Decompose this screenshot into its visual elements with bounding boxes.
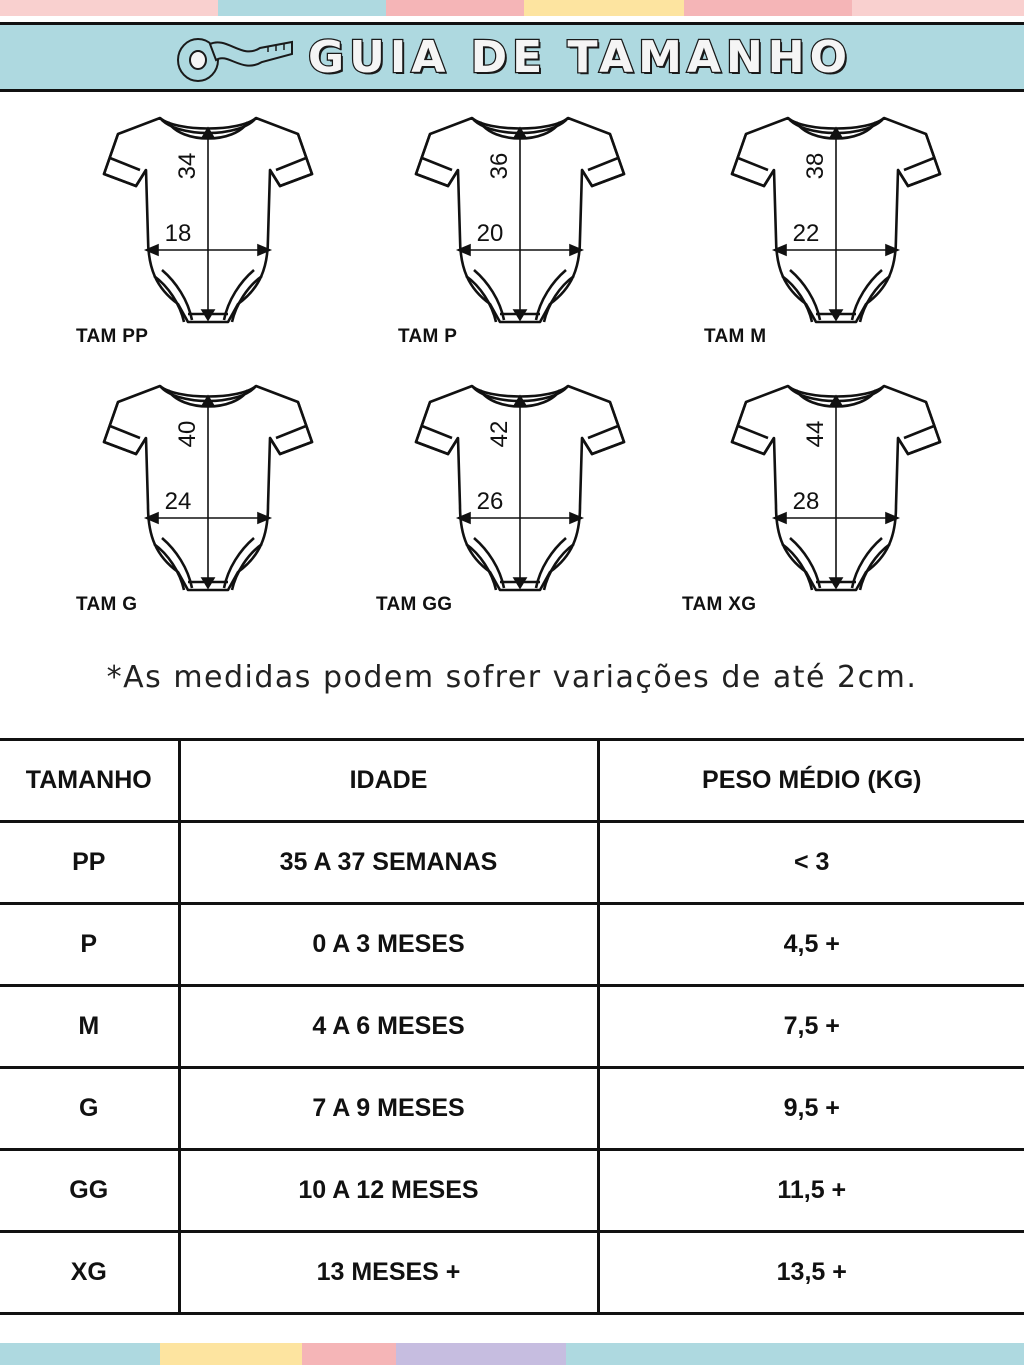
size-cell: P [0, 904, 179, 986]
length-measurement: 44 [802, 420, 829, 448]
bodysuit-icon [88, 108, 328, 348]
bodysuit-icon [400, 376, 640, 616]
bodysuit-size-label: TAM M [704, 326, 767, 347]
bodysuit-size-label: TAM G [76, 594, 138, 615]
length-measurement: 36 [486, 152, 513, 180]
age-cell: 4 A 6 MESES [179, 986, 598, 1068]
weight-cell: 9,5 + [598, 1068, 1024, 1150]
weight-cell: < 3 [598, 822, 1024, 904]
measuring-tape-icon [172, 30, 294, 84]
age-cell: 0 A 3 MESES [179, 904, 598, 986]
bodysuit-size-label: TAM P [398, 326, 458, 347]
table-row [0, 822, 1024, 904]
bodysuit-diagram [400, 108, 640, 348]
width-measurement: 20 [476, 220, 504, 247]
bottom-color-stripe [0, 1343, 1024, 1365]
column-header-size: TAMANHO [0, 740, 179, 822]
measurement-note: *As medidas podem sofrer variações de até 2cm. [106, 660, 918, 695]
table-row [0, 1150, 1024, 1232]
table-row [0, 1068, 1024, 1150]
bodysuit-diagram [400, 376, 640, 616]
top-color-stripe [0, 0, 1024, 16]
age-cell: 35 A 37 SEMANAS [179, 822, 598, 904]
weight-cell: 7,5 + [598, 986, 1024, 1068]
bodysuit-icon [716, 376, 956, 616]
length-measurement: 40 [174, 420, 201, 448]
size-cell: GG [0, 1150, 179, 1232]
size-cell: XG [0, 1232, 179, 1314]
width-measurement: 18 [164, 220, 192, 247]
weight-cell: 11,5 + [598, 1150, 1024, 1232]
width-measurement: 28 [792, 488, 820, 515]
length-measurement: 34 [174, 152, 201, 180]
size-table [0, 738, 1024, 1315]
bodysuit-icon [88, 376, 328, 616]
bodysuit-diagram [716, 108, 956, 348]
table-row [0, 1232, 1024, 1314]
title-bar [0, 22, 1024, 92]
bodysuit-diagram [88, 376, 328, 616]
bodysuit-diagram [716, 376, 956, 616]
weight-cell: 13,5 + [598, 1232, 1024, 1314]
table-row [0, 904, 1024, 986]
table-header-row [0, 740, 1024, 822]
bodysuit-size-label: TAM PP [76, 326, 149, 347]
size-cell: M [0, 986, 179, 1068]
size-cell: PP [0, 822, 179, 904]
age-cell: 13 MESES + [179, 1232, 598, 1314]
page-title: GUIA DE TAMANHO [307, 31, 853, 83]
bodysuit-size-label: TAM GG [376, 594, 453, 615]
age-cell: 7 A 9 MESES [179, 1068, 598, 1150]
width-measurement: 22 [792, 220, 820, 247]
bodysuit-icon [716, 108, 956, 348]
width-measurement: 24 [164, 488, 192, 515]
width-measurement: 26 [476, 488, 504, 515]
age-cell: 10 A 12 MESES [179, 1150, 598, 1232]
bodysuit-icon [400, 108, 640, 348]
bodysuit-diagram [88, 108, 328, 348]
table-row [0, 986, 1024, 1068]
column-header-weight: PESO MÉDIO (KG) [598, 740, 1024, 822]
length-measurement: 42 [486, 420, 513, 448]
column-header-age: IDADE [179, 740, 598, 822]
length-measurement: 38 [802, 152, 829, 180]
size-cell: G [0, 1068, 179, 1150]
weight-cell: 4,5 + [598, 904, 1024, 986]
bodysuit-size-label: TAM XG [682, 594, 757, 615]
